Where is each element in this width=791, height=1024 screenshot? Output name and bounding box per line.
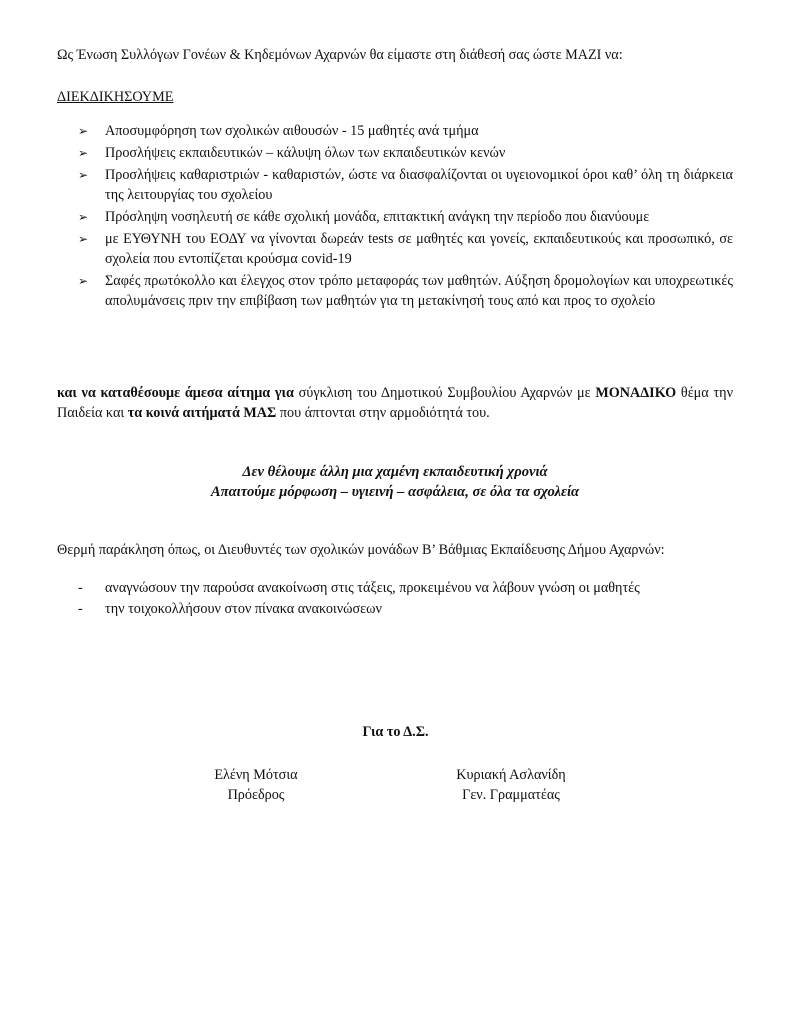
dash-bullet: - bbox=[78, 601, 83, 617]
intro-text: Ως Ένωση Συλλόγων Γονέων & Κηδεμόνων Αχαρνών θα είμαστε στη διάθεσή σας ώστε ΜΑΖΙ να: bbox=[57, 47, 623, 63]
request-bold-lead: και να καταθέσουμε άμεσα αίτημα για bbox=[57, 385, 294, 401]
list-item: ➢ Προσλήψεις εκπαιδευτικών – κάλυψη όλων των εκπαιδευτικών κενών bbox=[78, 145, 506, 161]
signatory-name: Ελένη Μότσια bbox=[214, 767, 298, 783]
request-bold-unique: ΜΟΝΑΔΙΚΟ bbox=[595, 385, 677, 401]
arrow-bullet-icon: ➢ bbox=[78, 146, 89, 160]
arrow-bullet-icon: ➢ bbox=[78, 210, 89, 224]
demands-list bbox=[78, 121, 733, 313]
for-board-label: Για το Δ.Σ. bbox=[362, 724, 429, 740]
list-item: ➢ Αποσυμφόρηση των σχολικών αιθουσών - 15 μαθητές ανά τμήμα bbox=[78, 123, 479, 139]
list-item: - την τοιχοκολλήσουν στον πίνακα ανακοινώσεων bbox=[78, 601, 382, 617]
signatory-president bbox=[156, 765, 356, 805]
list-item: ➢ Σαφές πρωτόκολλο και έλεγχος στον τρόπο μεταφοράς των μαθητών. Αύξηση δρομολογίων και υποχρεωτικές απολυμάνσεις πριν την επιβίβαση των μαθητών για τη μετακίνησή τους από και προς το σχολείο bbox=[78, 273, 733, 309]
list-item: ➢ Προσλήψεις καθαριστριών - καθαριστών, ώστε να διασφαλίζονται οι υγειονομικοί όροι καθ’ όλη τη διάρκεια της λειτουργίας του σχολείου bbox=[78, 167, 733, 203]
arrow-bullet-icon: ➢ bbox=[78, 168, 89, 182]
request-bold-demands: τα κοινά αιτήματά ΜΑΣ bbox=[127, 405, 277, 421]
plea-paragraph: Θερμή παράκληση όπως, οι Διευθυντές των σχολικών μονάδων Β’ Βάθμιας Εκπαίδευσης Δήμου Αχαρνών: bbox=[57, 542, 665, 558]
dash-bullet: - bbox=[78, 580, 83, 596]
arrow-bullet-icon: ➢ bbox=[78, 274, 89, 288]
plea-list bbox=[78, 578, 733, 620]
signatory-name: Κυριακή Ασλανίδη bbox=[456, 767, 566, 783]
arrow-bullet-icon: ➢ bbox=[78, 124, 89, 138]
list-item: ➢ με ΕΥΘΥΝΗ του ΕΟΔΥ να γίνονται δωρεάν tests σε μαθητές και γονείς, εκπαιδευτικούς και προσωπικό, σε σχολεία που εντοπίζεται κρούσμα covid-19 bbox=[78, 231, 733, 267]
signatory-secretary bbox=[411, 765, 611, 805]
slogan-line: Δεν θέλουμε άλλη μια χαμένη εκπαιδευτική χρονιά bbox=[242, 464, 548, 480]
request-paragraph: και να καταθέσουμε άμεσα αίτημα για σύγκλιση του Δημοτικού Συμβουλίου Αχαρνών με ΜΟΝΑΔΙΚΟ θέμα την Παιδεία και τα κοινά αιτήματά ΜΑΣ που άπτονται στην αρμοδιότητά του. bbox=[57, 385, 733, 421]
signatory-role: Γεν. Γραμματέας bbox=[462, 787, 560, 803]
list-item: ➢ Πρόσληψη νοσηλευτή σε κάθε σχολική μονάδα, επιτακτική ανάγκη την περίοδο που διανύουμε bbox=[78, 209, 650, 225]
list-item: - αναγνώσουν την παρούσα ανακοίνωση στις τάξεις, προκειμένου να λάβουν γνώση οι μαθητές bbox=[78, 580, 640, 596]
demands-heading: ΔΙΕΚΔΙΚΗΣΟΥΜΕ bbox=[57, 89, 174, 105]
slogans-block bbox=[57, 462, 733, 502]
arrow-bullet-icon: ➢ bbox=[78, 232, 89, 246]
signatory-role: Πρόεδρος bbox=[227, 787, 285, 803]
slogan-line: Απαιτούμε μόρφωση – υγιεινή – ασφάλεια, σε όλα τα σχολεία bbox=[210, 484, 580, 500]
